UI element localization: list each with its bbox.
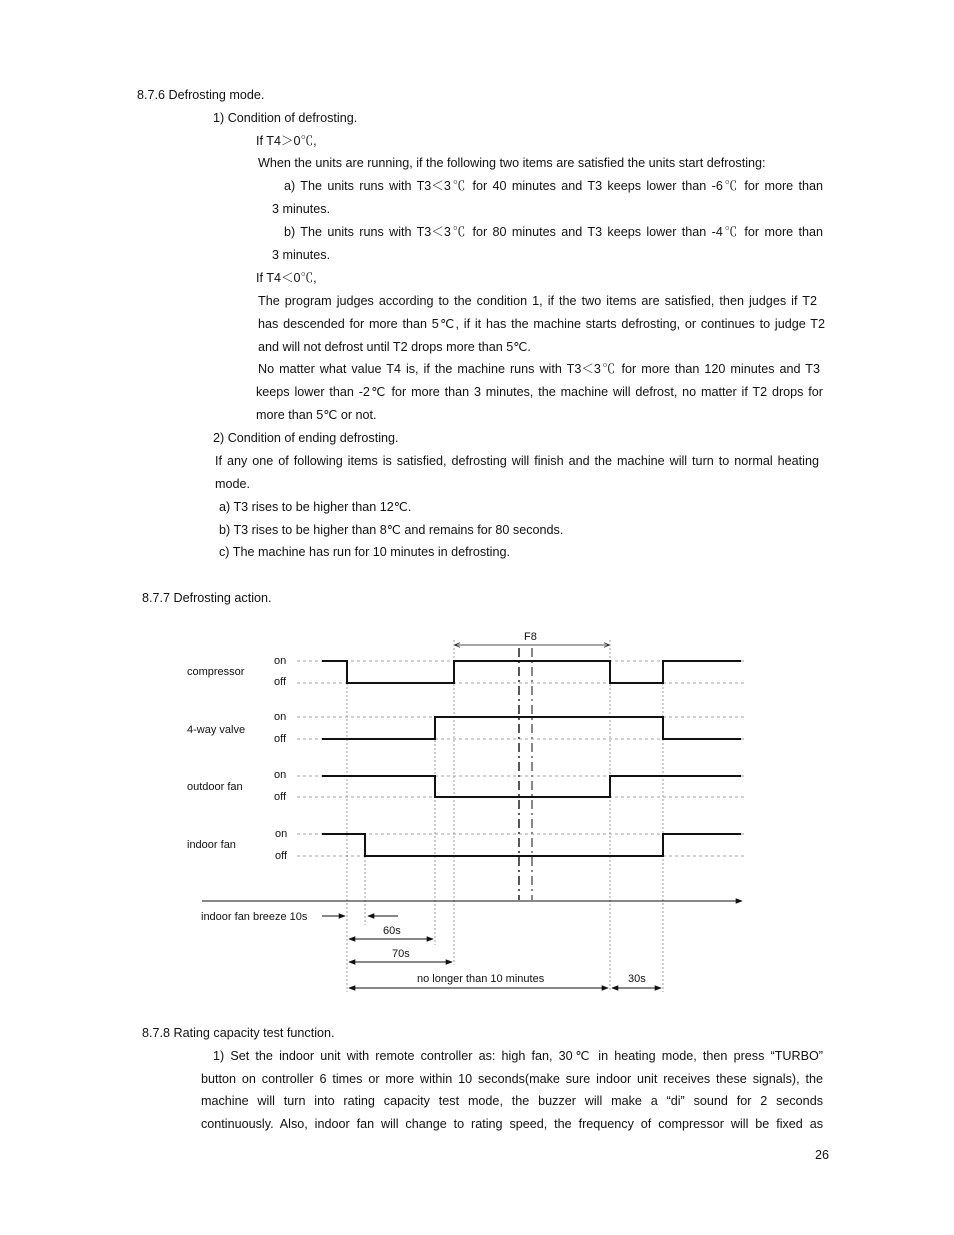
t10min-label: no longer than 10 minutes — [417, 973, 545, 985]
row-label-4way-valve: 4-way valve — [187, 724, 246, 736]
t70-label: 70s — [392, 948, 410, 960]
section-876-heading: 8.7.6 Defrosting mode. — [137, 88, 265, 102]
valve-reference-lines — [297, 717, 744, 739]
no-matter-line3: more than 5℃ or not. — [256, 408, 377, 422]
section-877-heading: 8.7.7 Defrosting action. — [142, 591, 272, 605]
rating-line2: button on controller 6 times or more within 10 seconds(make sure indoor unit receives these signals), the — [201, 1072, 823, 1086]
row-label-outdoor-fan: outdoor fan — [187, 781, 243, 793]
condition-b-line2: 3 minutes. — [272, 248, 331, 262]
t30-label: 30s — [628, 973, 646, 985]
section-878-heading: 8.7.8 Rating capacity test function. — [142, 1026, 335, 1040]
program-line1: The program judges according to the condition 1, if the two items are satisfied, then judges if T2 — [258, 294, 817, 308]
no-matter-line1: No matter what value T4 is, if the machine runs with T3＜3℃ for more than 120 minutes and T3 — [258, 362, 820, 376]
condition-a-line1: a) The units runs with T3＜3℃ for 40 minutes and T3 keeps lower than -6℃ for more than — [284, 179, 823, 193]
t60-label: 60s — [383, 925, 401, 937]
any-one-line2: mode. — [215, 477, 251, 491]
outdoor-reference-lines — [297, 776, 744, 797]
compressor-reference-lines — [297, 661, 744, 683]
page-number: 26 — [815, 1148, 830, 1162]
indoor-on-label: on — [275, 828, 288, 840]
condition-defrosting-item: 1) Condition of defrosting. — [213, 111, 358, 125]
if-t4-less: If T4＜0℃, — [256, 271, 317, 285]
any-one-line1: If any one of following items is satisfied, defrosting will finish and the machine will turn to normal heating — [215, 454, 819, 468]
outdoor-on-label: on — [274, 769, 287, 781]
defrost-timing-diagram — [0, 620, 954, 1000]
valve-off-label: off — [274, 733, 287, 745]
rating-line3: machine will turn into rating capacity test mode, the buzzer will make a “di” sound for 2 seconds — [201, 1094, 823, 1108]
if-t4-greater: If T4＞0℃, — [256, 134, 317, 148]
outdoor-off-label: off — [274, 791, 287, 803]
end-condition-b: b) T3 rises to be higher than 8℃ and remains for 80 seconds. — [219, 523, 564, 537]
program-line2: has descended for more than 5℃, if it has the machine starts defrosting, or continues to judge T2 — [258, 317, 825, 331]
end-condition-c: c) The machine has run for 10 minutes in defrosting. — [219, 545, 510, 559]
program-line3: and will not defrost until T2 drops more than 5℃. — [258, 340, 531, 354]
condition-b-line1: b) The units runs with T3＜3℃ for 80 minutes and T3 keeps lower than -4℃ for more than — [284, 225, 823, 239]
end-condition-a: a) T3 rises to be higher than 12℃. — [219, 500, 412, 514]
no-matter-line2: keeps lower than -2℃ for more than 3 minutes, the machine will defrost, no matter if T2 drops for — [256, 385, 823, 399]
f8-label: F8 — [524, 631, 537, 643]
row-label-indoor-fan: indoor fan — [187, 839, 236, 851]
running-text: When the units are running, if the following two items are satisfied the units start defrosting: — [258, 156, 766, 170]
rating-line1: 1) Set the indoor unit with remote controller as: high fan, 30℃ in heating mode, then press “TURBO” — [213, 1049, 823, 1063]
condition-a-line2: 3 minutes. — [272, 202, 331, 216]
compressor-off-label: off — [274, 676, 287, 688]
row-label-compressor: compressor — [187, 666, 245, 678]
condition-ending-item: 2) Condition of ending defrosting. — [213, 431, 399, 445]
indoor-off-label: off — [275, 850, 288, 862]
compressor-on-label: on — [274, 655, 287, 667]
rating-line4: continuously. Also, indoor fan will change to rating speed, the frequency of compressor will be fixed as — [201, 1117, 823, 1131]
breeze-label: indoor fan breeze 10s — [201, 911, 308, 923]
valve-on-label: on — [274, 711, 287, 723]
